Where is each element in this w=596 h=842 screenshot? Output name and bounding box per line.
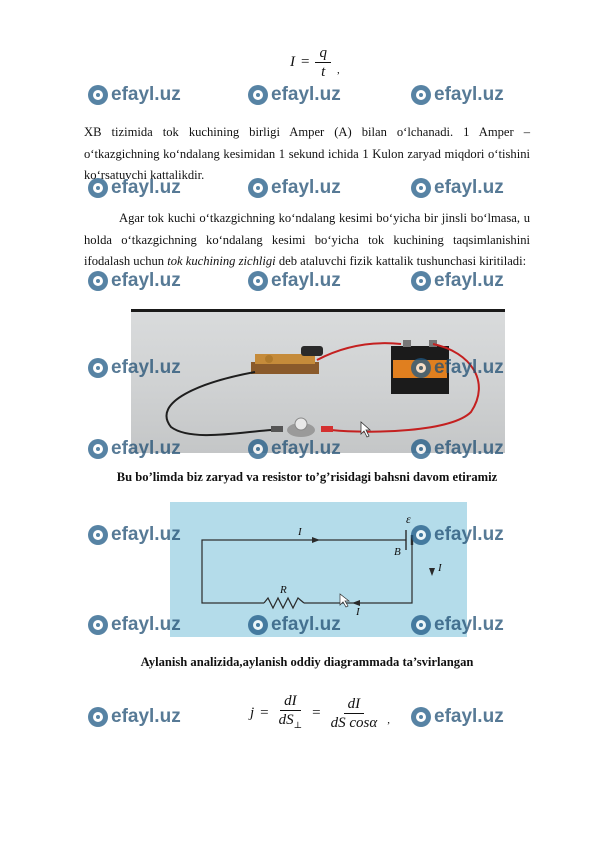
watermark xyxy=(411,84,504,106)
watermark-logo-icon xyxy=(248,85,268,105)
watermark-text: efayl.uz xyxy=(111,177,181,198)
watermark-text: efayl.uz xyxy=(434,270,504,291)
watermark-text: efayl.uz xyxy=(111,84,181,105)
switch-post xyxy=(265,355,273,363)
watermark xyxy=(411,357,504,379)
watermark xyxy=(88,357,181,379)
watermark-text: efayl.uz xyxy=(434,438,504,459)
watermark-text: efayl.uz xyxy=(271,177,341,198)
watermark-text: efayl.uz xyxy=(434,357,504,378)
watermark-text: efayl.uz xyxy=(111,438,181,459)
density-trail: , xyxy=(387,714,390,726)
watermark-text: efayl.uz xyxy=(111,706,181,727)
watermark-logo-icon xyxy=(88,85,108,105)
label-emf: ε xyxy=(406,512,411,526)
watermark xyxy=(248,84,341,106)
density-fraction-2 xyxy=(327,695,382,732)
watermark-logo-icon xyxy=(88,707,108,727)
watermark-logo-icon xyxy=(88,271,108,291)
watermark-text: efayl.uz xyxy=(271,614,341,635)
formula-lhs: I xyxy=(290,54,295,70)
watermark-logo-icon xyxy=(88,615,108,635)
formula-density xyxy=(250,692,390,734)
density-frac1-den-sub: ⊥ xyxy=(293,720,303,730)
watermark-logo-icon xyxy=(248,615,268,635)
arrow-top-icon xyxy=(312,537,320,543)
circuit-photo xyxy=(131,309,505,453)
watermark-logo-icon xyxy=(88,358,108,378)
density-frac1-den-text: dS xyxy=(278,712,294,728)
density-frac2-den: dS cosα xyxy=(330,714,378,731)
watermark-logo-icon xyxy=(411,271,431,291)
watermark xyxy=(88,84,181,106)
battery-terminal-2 xyxy=(429,340,437,347)
label-current-right: I xyxy=(438,562,442,574)
paragraph2-after: deb ataluvchi fizik kattalik tushunchasi kiritiladi: xyxy=(275,254,527,269)
watermark-logo-icon xyxy=(411,85,431,105)
watermark xyxy=(88,438,181,460)
watermark-logo-icon xyxy=(88,439,108,459)
circuit-photo-drawing xyxy=(131,312,505,453)
watermark-logo-icon xyxy=(88,525,108,545)
watermark xyxy=(248,614,341,636)
density-lhs: j xyxy=(250,704,255,721)
density-fraction-1 xyxy=(275,692,306,734)
label-battery: B xyxy=(394,546,401,558)
label-resistor: R xyxy=(280,584,287,596)
battery-terminal-1 xyxy=(403,340,411,347)
watermark-text: efayl.uz xyxy=(434,614,504,635)
density-eq2: = xyxy=(312,704,321,721)
watermark-logo-icon xyxy=(248,271,268,291)
density-frac1-num: dI xyxy=(280,692,301,711)
watermark xyxy=(88,614,181,636)
density-frac1-den xyxy=(275,711,306,734)
wire-red-1 xyxy=(317,343,401,360)
circuit-loop xyxy=(202,540,412,603)
arrow-right-icon xyxy=(429,568,435,576)
formula-equals: = xyxy=(301,54,310,70)
watermark-logo-icon xyxy=(411,358,431,378)
formula-denominator: t xyxy=(321,64,326,80)
paragraph-current-density xyxy=(84,208,530,273)
watermark-text: efayl.uz xyxy=(271,438,341,459)
density-frac2-num: dI xyxy=(344,695,365,714)
formula-current xyxy=(290,44,340,81)
watermark xyxy=(411,438,504,460)
paragraph2-term: tok kuchining zichligi xyxy=(167,254,276,269)
watermark xyxy=(248,438,341,460)
watermark-text: efayl.uz xyxy=(434,706,504,727)
watermark xyxy=(248,270,341,292)
watermark-text: efayl.uz xyxy=(111,270,181,291)
watermark-logo-icon xyxy=(248,439,268,459)
watermark xyxy=(88,524,181,546)
watermark-text: efayl.uz xyxy=(271,270,341,291)
watermark-text: efayl.uz xyxy=(271,84,341,105)
formula-trail: , xyxy=(336,63,340,76)
watermark xyxy=(88,706,181,728)
watermark-text: efayl.uz xyxy=(434,84,504,105)
formula-numerator: q xyxy=(315,44,331,63)
watermark-text: efayl.uz xyxy=(434,524,504,545)
watermark-text: efayl.uz xyxy=(111,614,181,635)
bulb xyxy=(295,418,307,430)
density-eq1: = xyxy=(260,704,269,721)
watermark-text: efayl.uz xyxy=(434,177,504,198)
watermark xyxy=(88,270,181,292)
cursor-icon xyxy=(361,422,370,437)
clip-red xyxy=(321,426,333,432)
switch-handle xyxy=(301,346,323,356)
caption-diagram: Aylanish analizida,aylanish oddiy diagrammada ta’svirlangan xyxy=(140,655,474,669)
label-current-bottom: I xyxy=(356,606,360,618)
formula-fraction xyxy=(315,44,331,81)
watermark xyxy=(411,524,504,546)
paragraph2-before: Agar tok kuchi o‘tkazgichning ko‘ndalang kesimi bo‘yicha bir jinsli bo‘lmasa, u holda o‘tkazgichning ko‘ndalang kesimi bo‘yicha tok kuchining taqsimlanishini ifodalash uchun xyxy=(84,211,530,269)
watermark-logo-icon xyxy=(411,615,431,635)
watermark-text: efayl.uz xyxy=(111,357,181,378)
watermark-text: efayl.uz xyxy=(111,524,181,545)
watermark xyxy=(411,270,504,292)
watermark-logo-icon xyxy=(411,439,431,459)
caption-photo: Bu bo’limda biz zaryad va resistor to’g’risidagi bahsni davom etiramiz xyxy=(116,470,498,484)
paragraph-ampere: XB tizimida tok kuchining birligi Amper (A) bilan o‘lchanadi. 1 Amper – o‘tkazgichning ko‘ndalang kesimidan 1 sekund ichida 1 Kulon zaryad miqdori o‘tishini ko‘rsatuvchi kattalikdir. xyxy=(84,125,530,183)
watermark-logo-icon xyxy=(411,525,431,545)
clip-black xyxy=(271,426,283,432)
cursor-icon xyxy=(340,594,349,607)
watermark xyxy=(411,706,504,728)
label-current-top: I xyxy=(298,526,302,538)
watermark xyxy=(411,614,504,636)
watermark-logo-icon xyxy=(411,707,431,727)
wire-black xyxy=(166,372,271,435)
